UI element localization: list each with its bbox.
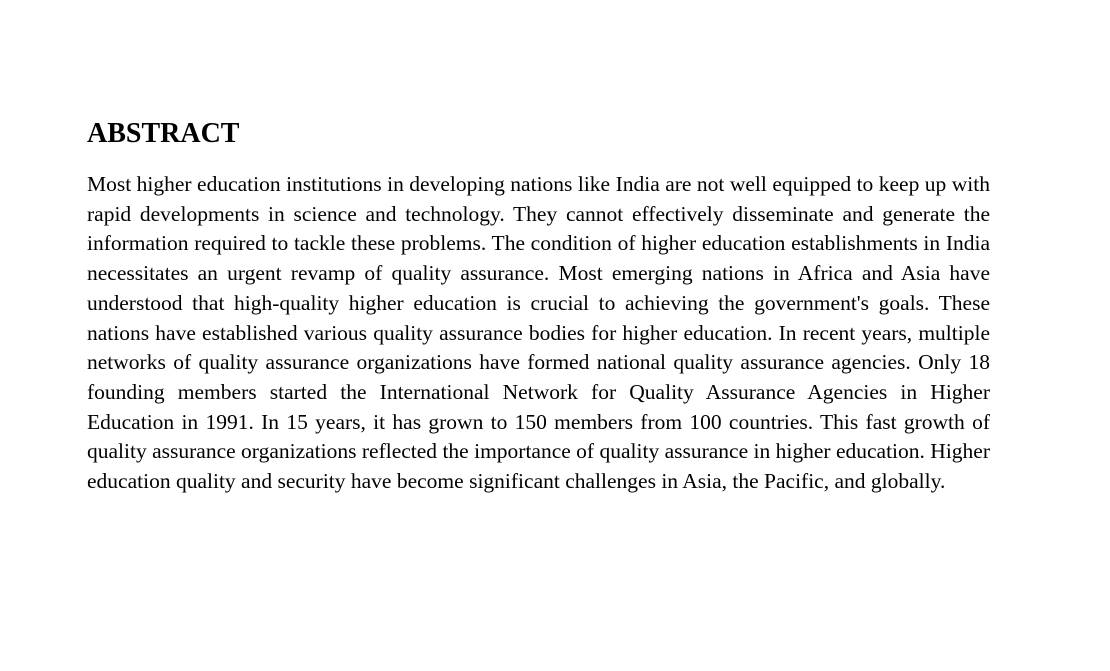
abstract-body: Most higher education institutions in developing nations like India are not well equipped to keep up with rapid developments in science and technology. They cannot effectively disseminate and generate the information required to tackle these problems. The condition of higher education establishments in India necessitates an urgent revamp of quality assurance. Most emerging nations in Africa and Asia have understood that high-quality higher education is crucial to achieving the government's goals. These nations have established various quality assurance bodies for higher education. In recent years, multiple networks of quality assurance organizations have formed national quality assurance agencies. Only 18 founding members started the International Network for Quality Assurance Agencies in Higher Education in 1991. In 15 years, it has grown to 150 members from 100 countries. This fast growth of quality assurance organizations reflected the importance of quality assurance in higher education. Higher education quality and security have become significant challenges in Asia, the Pacific, and globally. xyxy=(87,172,990,494)
abstract-section xyxy=(87,116,990,497)
abstract-heading: ABSTRACT xyxy=(87,118,240,149)
